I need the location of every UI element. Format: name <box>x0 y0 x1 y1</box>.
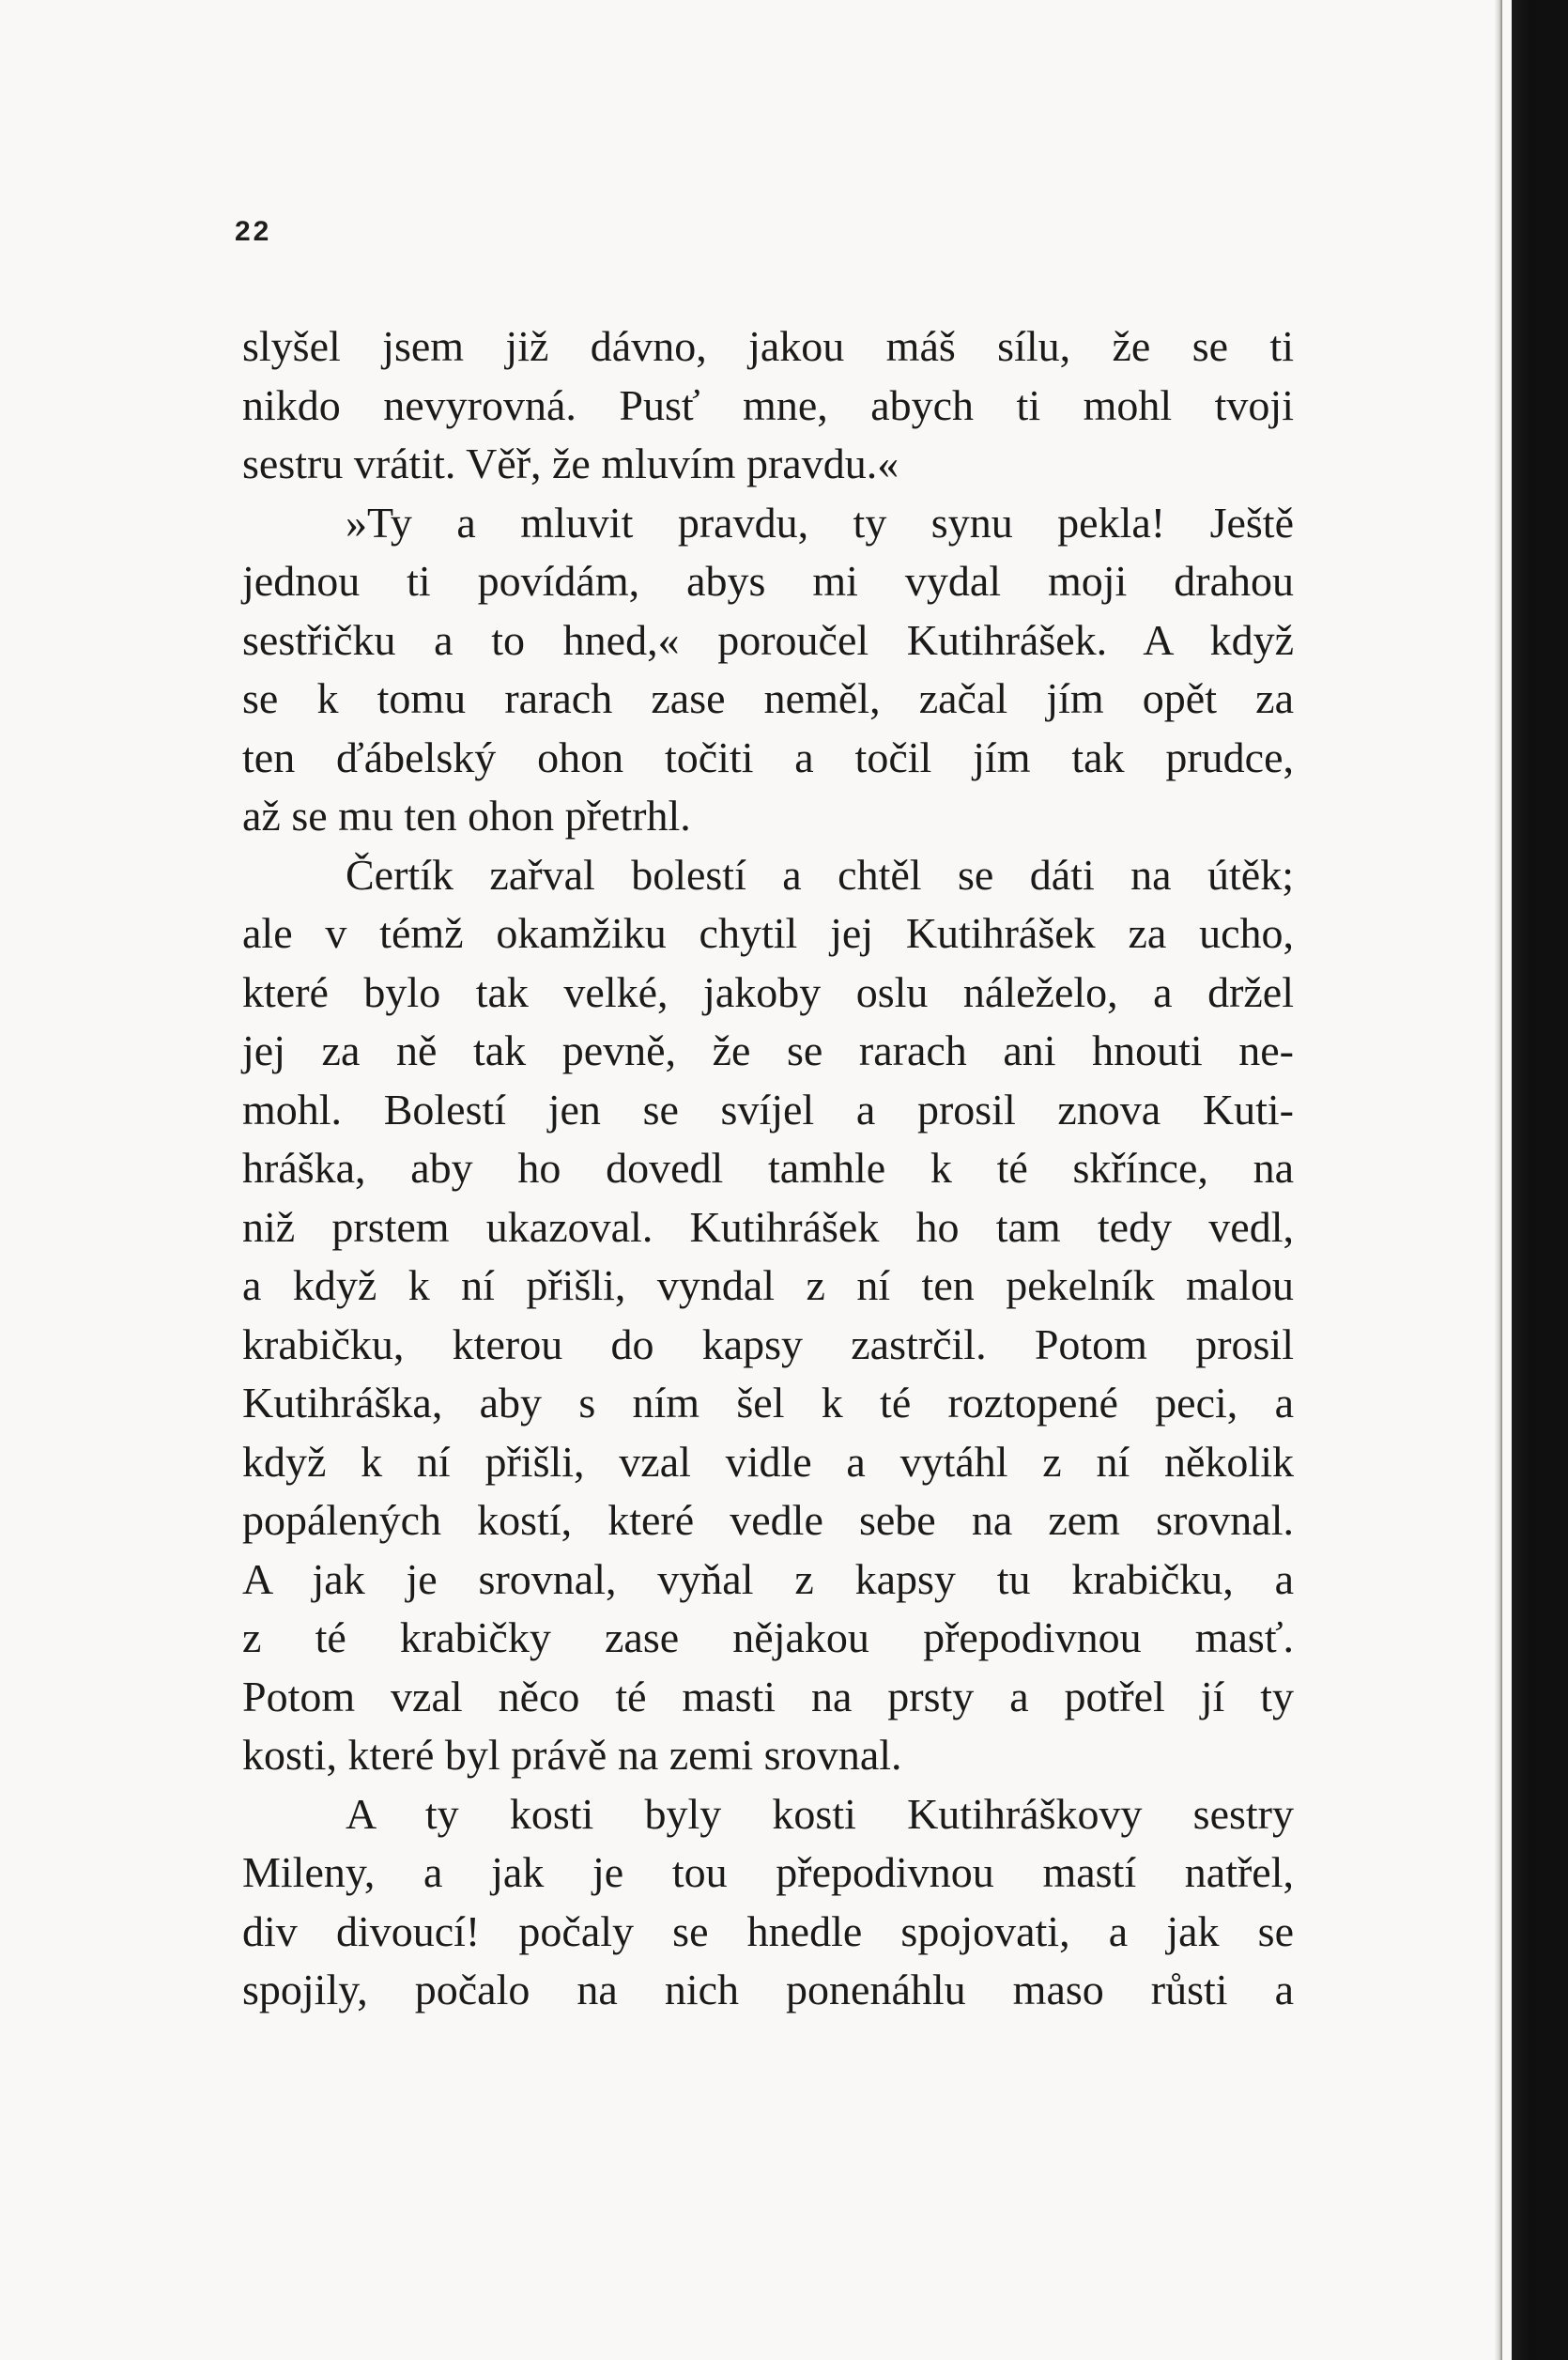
text-line: A jak je srovnal, vyňal z kapsy tu krabičku, a <box>242 1554 1294 1603</box>
body-text <box>242 317 1294 2020</box>
text-line: z té krabičky zase nějakou přepodivnou masť. <box>242 1613 1294 1661</box>
scan-border <box>1512 0 1568 2360</box>
text-line: se k tomu rarach zase neměl, začal jím opět za <box>242 674 1294 722</box>
text-line: krabičku, kterou do kapsy zastrčil. Potom prosil <box>242 1319 1294 1368</box>
text-line: až se mu ten ohon přetrhl. <box>242 792 691 840</box>
paragraph-1 <box>242 317 1294 494</box>
text-line: Mileny, a jak je tou přepodivnou mastí natřel, <box>242 1848 1294 1896</box>
text-line: Čertík zařval bolestí a chtěl se dáti na útěk; <box>346 850 1294 899</box>
text-line: ale v témž okamžiku chytil jej Kutihrášek za ucho, <box>242 909 1294 957</box>
text-line: sestřičku a to hned,« poroučel Kutihrášek. A když <box>242 615 1294 664</box>
text-line: jednou ti povídám, abys mi vydal moji drahou <box>242 557 1294 605</box>
text-line: »Ty a mluvit pravdu, ty synu pekla! Ještě <box>346 498 1294 547</box>
text-line: slyšel jsem již dávno, jakou máš sílu, že se ti <box>242 322 1294 370</box>
text-line: kosti, které byl právě na zemi srovnal. <box>242 1731 902 1779</box>
text-line: Kutihráška, aby s ním šel k té roztopené peci, a <box>242 1379 1294 1427</box>
text-line: hráška, aby ho dovedl tamhle k té skřínce, na <box>242 1144 1294 1192</box>
text-line: niž prstem ukazoval. Kutihrášek ho tam tedy vedl, <box>242 1202 1294 1251</box>
text-line: popálených kostí, které vedle sebe na zem srovnal. <box>242 1496 1294 1544</box>
text-line: a když k ní přišli, vyndal z ní ten pekelník malou <box>242 1261 1294 1309</box>
page-number: 22 <box>235 216 272 247</box>
paragraph-2 <box>242 494 1294 846</box>
text-line: když k ní přišli, vzal vidle a vytáhl z ní několik <box>242 1437 1294 1486</box>
text-line: ten ďábelský ohon točiti a točil jím tak prudce, <box>242 733 1294 781</box>
text-line: sestru vrátit. Věř, že mluvím pravdu.« <box>242 440 899 487</box>
text-line: které bylo tak velké, jakoby oslu náleželo, a držel <box>242 967 1294 1016</box>
text-line: Potom vzal něco té masti na prsty a potřel jí ty <box>242 1672 1294 1720</box>
text-line: spojily, počalo na nich ponenáhlu maso růsti a <box>242 1966 1294 2013</box>
text-line: div divoucí! počaly se hnedle spojovati, a jak se <box>242 1906 1294 1955</box>
paragraph-4 <box>242 1785 1294 2020</box>
page-edge <box>1495 0 1502 2360</box>
paragraph-3 <box>242 846 1294 1785</box>
text-line: nikdo nevyrovná. Pusť mne, abych ti mohl tvoji <box>242 380 1294 429</box>
text-line: jej za ně tak pevně, že se rarach ani hnouti ne- <box>242 1026 1294 1074</box>
text-line: A ty kosti byly kosti Kutihráškovy sestry <box>346 1789 1294 1838</box>
text-line: mohl. Bolestí jen se svíjel a prosil znova Kuti- <box>242 1085 1294 1134</box>
